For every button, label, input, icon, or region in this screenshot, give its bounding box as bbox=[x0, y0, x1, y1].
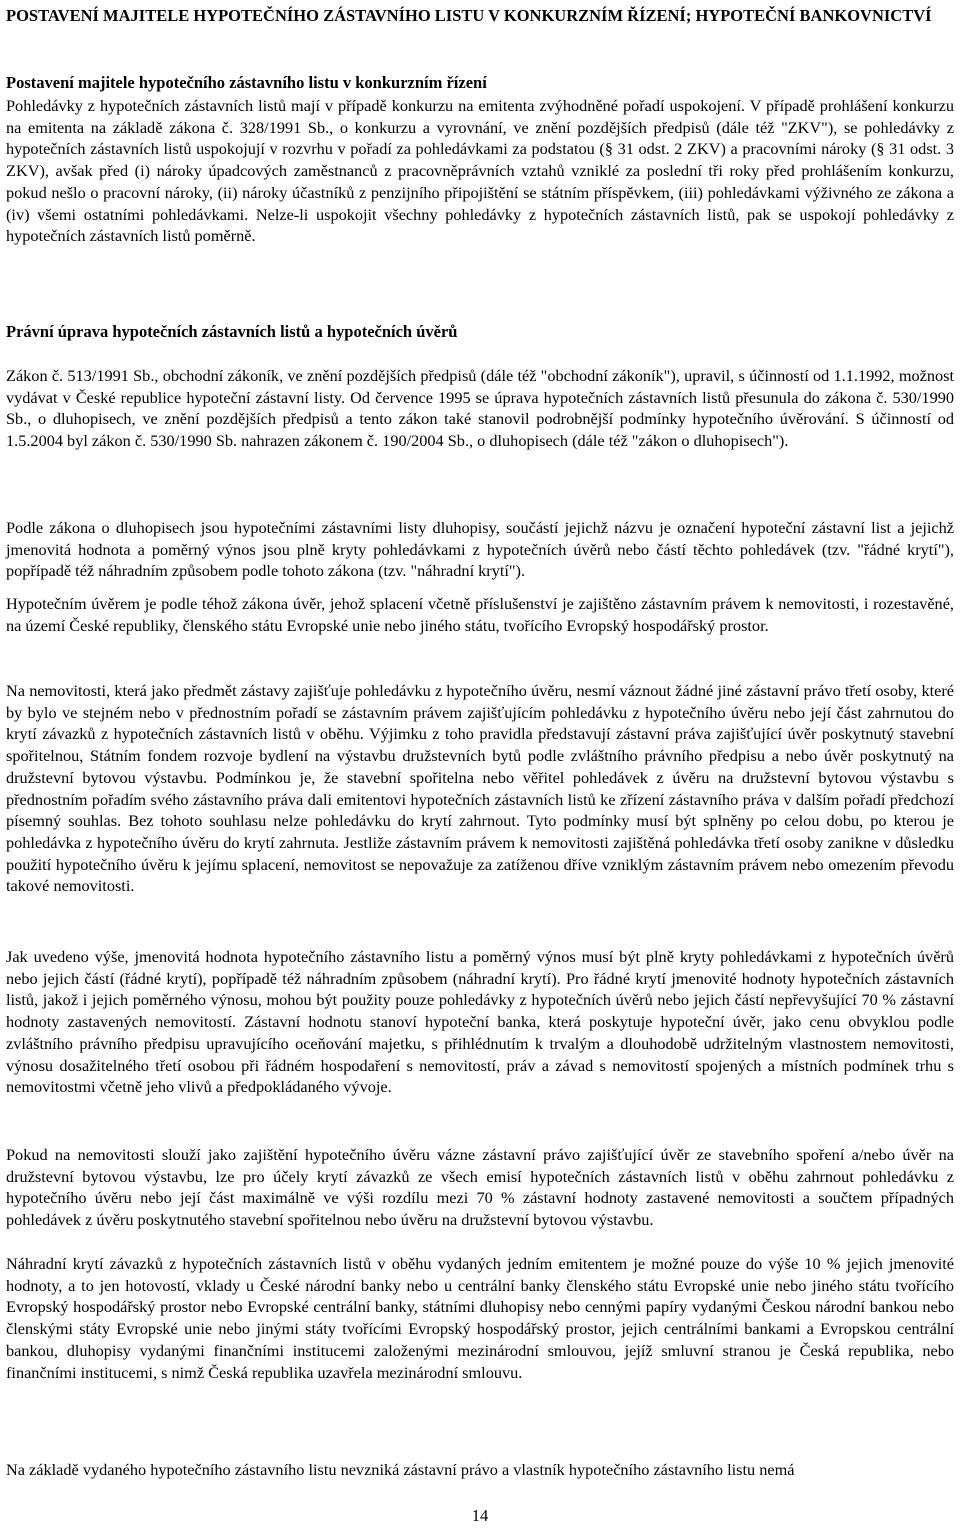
document-page bbox=[6, 0, 954, 1529]
paragraph-substitute-coverage: Náhradní krytí závazků z hypotečních zástavních listů v oběhu vydaných jedním emitentem je možné pouze do výše 10 % jejich jmenovité hodnoty, a to jen hotovostí, vklady u České národní banky nebo u centrální banky členského státu Evropské unie nebo jiného státu tvořícího Evropský hospodářský prostor nebo Evropské centrální banky, státními dluhopisy nebo cennými papíry vydanými Českou národní bankou nebo členskými státy Evropské unie nebo jinými státy tvořícími Evropský hospodářský prostor, jejich centrálními bankami a Evropskou centrální bankou, dluhopisy vydanými finančními institucemi založenými mezinárodní smlouvou, jejíž smluvní stranou je Česká republika, nebo finančními institucemi, s nimž Česká republika uzavřela mezinárodní smlouvu. bbox=[6, 1254, 954, 1382]
paragraph-mortgage-loan-definition: Hypotečním úvěrem je podle téhož zákona úvěr, jehož splacení včetně příslušenství je zajištěno zástavním právem k nemovitosti, i rozestavěné, na území České republiky, členského státu Evropské unie nebo jiného státu, tvořícího Evropský hospodářský prostor. bbox=[6, 594, 954, 635]
paragraph-regular-coverage: Jak uvedeno výše, jmenovitá hodnota hypotečního zástavního listu a poměrný výnos musí být plně kryty pohledávkami z hypotečních úvěrů nebo jejich částí (řádné krytí), popřípadě též náhradním způsobem (náhradní krytí). Pro řádné krytí jmenovité hodnoty hypotečních zástavních listů, jakož i jejich poměrného výnosu, mohou být použity pouze pohledávky z hypotečních úvěrů nebo jejich částí nepřevyšující 70 % zástavní hodnoty zastavených nemovitostí. Zástavní hodnotu stanoví hypoteční banka, která poskytuje hypoteční úvěr, jako cenu obvyklou podle zvláštního právního předpisu upravujícího oceňování majetku, s přihlédnutím k trvalým a dlouhodobě udržitelným vlastnostem nemovitosti, výnosu dosažitelného třetí osobou při řádném hospodaření s nemovitostí, práv a závad s nemovitostí spojených a místních podmínek trhu s nemovitostmi včetně jeho vlivů a předpokládaného vývoje. bbox=[6, 947, 954, 1097]
paragraph-bankruptcy-priority: Pohledávky z hypotečních zástavních listů mají v případě konkurzu na emitenta zvýhodněné pořadí uspokojení. V případě prohlášení konkurzu na emitenta na základě zákona č. 328/1991 Sb., o konkurzu a vyrovnání, ve znění pozdějších předpisů (dále též "ZKV"), se pohledávky z hypotečních zástavních listů uspokojují v rozvrhu v pořadí za pohledávkami za podstatou (§ 31 odst. 2 ZKV) a pracovními nároky (§ 31 odst. 3 ZKV), avšak před (i) nároky úpadcových zaměstnanců z pracovněprávních vztahů vzniklé za poslední tři roky před prohlášením konkurzu, pokud nešlo o pracovní nároky, (ii) nároky účastníků z penzijního připojištění se státním příspěvkem, (iii) pohledávkami výživného ze zákona a (iv) všemi ostatními pohledávkami. Nelze-li uspokojit všechny pohledávky z hypotečních zástavních listů, pak se uspokojí pohledávky z hypotečních zástavních listů poměrně. bbox=[6, 96, 954, 246]
section-heading-bankruptcy: Postavení majitele hypotečního zástavního listu v konkurzním řízení bbox=[6, 73, 487, 92]
paragraph-legal-history: Zákon č. 513/1991 Sb., obchodní zákoník, ve znění pozdějších předpisů (dále též "obchodní zákoník"), upravil, s účinností od 1.1.1992, možnost vydávat v České republice hypoteční zástavní listy. Od července 1995 se úprava hypotečních zástavních listů přesunula do zákona č. 530/1990 Sb., o dluhopisech, ve znění pozdějších předpisů a tento zákon také stanovil podrobnější podmínky hypotečního úvěrování. S účinností od 1.5.2004 byl zákon č. 530/1990 Sb. nahrazen zákonem č. 190/2004 Sb., o dluhopisech (dále též "zákon o dluhopisech"). bbox=[6, 366, 954, 451]
paragraph-pledge-conditions: Na nemovitosti, která jako předmět zástavy zajišťuje pohledávku z hypotečního úvěru, nesmí váznout žádné jiné zástavní právo třetí osoby, které by bylo ve stejném nebo v přednostním pořadí se zástavním právem zajišťujícím pohledávku z hypotečního úvěru nebo její část zahrnutou do krytí závazků z hypotečních zástavních listů v oběhu. Výjimku z toho pravidla představují zástavní práva zajišťující úvěr poskytnutý stavební spořitelnou, Státním fondem rozvoje bydlení na výstavbu družstevních bytů podle zvláštního právního předpisu a nebo úvěr poskytnutý na družstevní bytovou výstavbu. Podmínkou je, že stavební spořitelna nebo věřitel pohledávek z úvěru na družstevní bytovou výstavbu s přednostním pořadím svého zástavního práva dali emitentovi hypotečních zástavních listů ke zřízení zástavního práva v dalším pořadí předchozí písemný souhlas. Bez tohoto souhlasu nelze pohledávku do krytí zahrnout. Tyto podmínky musí být splněny po celou dobu, po kterou je pohledávka z hypotečního úvěru do krytí zahrnuta. Jestliže zástavním právem k nemovitosti zajištěná pohledávka třetí osoby zanikne v důsledku použití hypotečního úvěru k jejímu splacení, nemovitost se nepovažuje za zatíženou dříve vzniklým zástavním právem nebo omezením převodu takové nemovitosti. bbox=[6, 681, 954, 896]
paragraph-mortgage-bond-definition: Podle zákona o dluhopisech jsou hypotečními zástavními listy dluhopisy, součástí jejichž názvu je označení hypoteční zástavní list a jejichž jmenovitá hodnota a poměrný výnos jsou plně kryty pohledávkami z hypotečních úvěrů nebo částí těchto pohledávek (tzv. "řádné krytí"), popřípadě též náhradním způsobem podle tohoto zákona (tzv. "náhradní krytí"). bbox=[6, 518, 954, 581]
paragraph-no-pledge-right: Na základě vydaného hypotečního zástavního listu nevzniká zástavní právo a vlastník hypotečního zástavního listu nemá bbox=[6, 1460, 795, 1479]
document-title: POSTAVENÍ MAJITELE HYPOTEČNÍHO ZÁSTAVNÍHO LISTU V KONKURZNÍM ŘÍZENÍ; HYPOTEČNÍ BANKOVNICTVÍ bbox=[6, 6, 932, 25]
paragraph-building-savings: Pokud na nemovitosti slouží jako zajištění hypotečního úvěru vázne zástavní právo zajišťující úvěr ze stavebního spoření a/nebo úvěr na družstevní bytovou výstavbu, lze pro účely krytí závazků ze všech emisí hypotečních zástavních listů v oběhu zahrnout pohledávku z hypotečního úvěru nebo její část maximálně ve výši rozdílu mezi 70 % zástavní hodnoty zastavené nemovitosti a součtem případných pohledávek z úvěru poskytnutého stavební spořitelnou nebo úvěru na družstevní bytovou výstavbu. bbox=[6, 1145, 954, 1230]
section-heading-legal-framework: Právní úprava hypotečních zástavních listů a hypotečních úvěrů bbox=[6, 322, 458, 341]
page-number: 14 bbox=[471, 1506, 489, 1525]
